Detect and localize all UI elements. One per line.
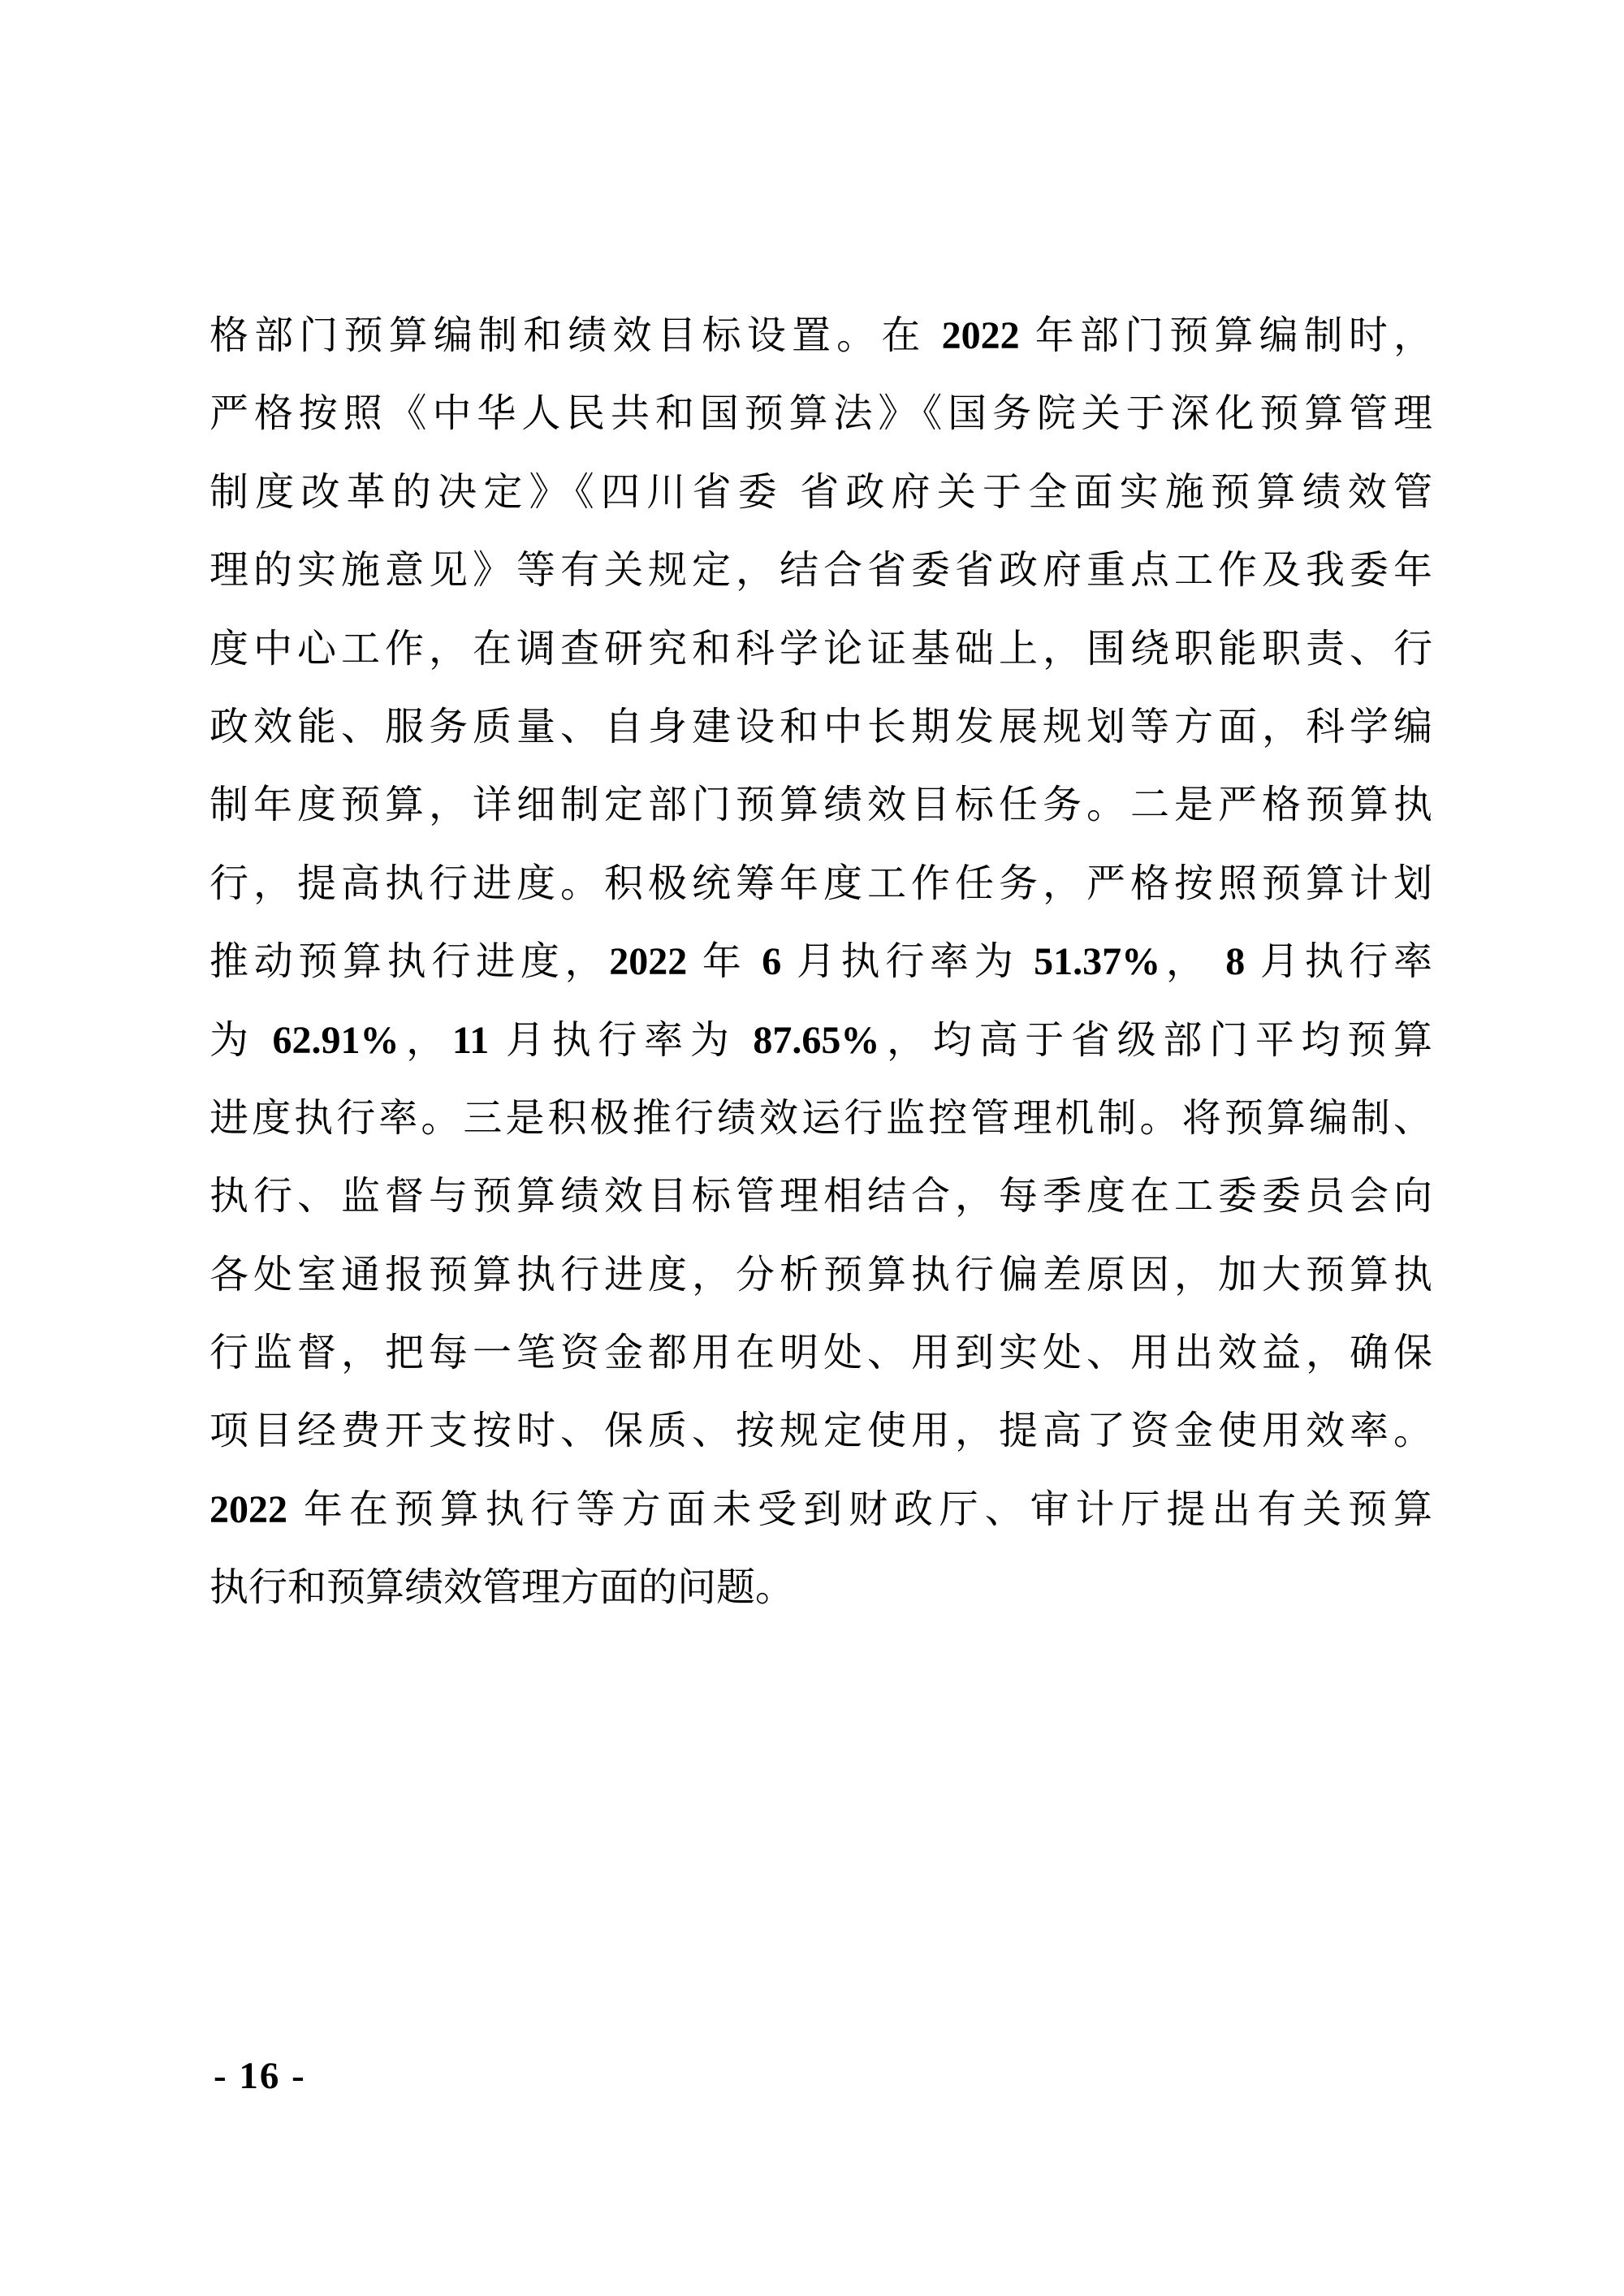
text-segment: 月执行率为 <box>781 940 1034 984</box>
text-segment: 制度改革的决定》《四川省委 省政府关于全面实施预算绩效管 <box>209 470 1432 514</box>
text-line <box>209 454 1432 532</box>
text-segment: 政效能、服务质量、自身建设和中长期发展规划等方面，科学编 <box>209 705 1432 749</box>
bold-number: 11 <box>451 1018 490 1062</box>
text-segment: ， <box>1160 940 1226 984</box>
text-segment: 各处室通报预算执行进度，分析预算执行偏差原因，加大预算执 <box>209 1253 1432 1297</box>
text-segment: 理的实施意见》等有关规定，结合省委省政府重点工作及我委年 <box>209 549 1432 593</box>
text-segment: 严格按照《中华人民共和国预算法》《国务院关于深化预算管理 <box>209 392 1432 436</box>
text-segment: 行，提高执行进度。积极统筹年度工作任务，严格按照预算计划 <box>209 861 1432 905</box>
text-segment: ， <box>399 1018 452 1062</box>
text-line <box>209 1471 1432 1549</box>
text-segment: 推动预算执行进度， <box>209 940 610 984</box>
text-segment: 年 <box>687 940 762 984</box>
text-line <box>209 845 1432 923</box>
text-line <box>209 1158 1432 1236</box>
text-line <box>209 766 1432 844</box>
text-line <box>209 1002 1432 1080</box>
bold-number: 2022 <box>209 1487 287 1531</box>
bold-number: 2022 <box>941 314 1020 357</box>
text-line <box>209 688 1432 766</box>
text-segment: 为 <box>209 1018 273 1062</box>
text-segment: 制年度预算，详细制定部门预算绩效目标任务。二是严格预算执 <box>209 783 1432 827</box>
text-segment: 度中心工作，在调查研究和科学论证基础上，围绕职能职责、行 <box>209 627 1432 671</box>
bold-number: 51.37% <box>1034 940 1161 984</box>
text-line <box>209 375 1432 453</box>
text-line <box>209 1314 1432 1392</box>
text-segment: 行监督，把每一笔资金都用在明处、用到实处、用出效益，确保 <box>209 1331 1432 1375</box>
text-line <box>209 1236 1432 1314</box>
text-segment: 格部门预算编制和绩效目标设置。在 <box>209 314 942 357</box>
bold-number: 2022 <box>609 940 688 984</box>
bold-number: 87.65% <box>753 1018 880 1062</box>
text-line <box>209 532 1432 610</box>
text-segment: 进度执行率。三是积极推行绩效运行监控管理机制。将预算编制、 <box>209 1096 1432 1140</box>
text-line <box>209 297 1432 375</box>
bold-number: 6 <box>762 940 782 984</box>
text-segment: 年在预算执行等方面未受到财政厅、审计厅提出有关预算 <box>287 1487 1432 1531</box>
document-body <box>209 297 1432 1628</box>
text-segment: 月执行率 <box>1245 940 1432 984</box>
text-segment: 月执行率为 <box>489 1018 754 1062</box>
bold-number: 62.91% <box>272 1018 400 1062</box>
text-segment: 项目经费开支按时、保质、按规定使用，提高了资金使用效率。 <box>209 1409 1432 1453</box>
text-line <box>209 1549 1432 1627</box>
text-segment: 年部门预算编制时， <box>1019 314 1432 357</box>
text-line <box>209 611 1432 688</box>
text-segment: ，均高于省级部门平均预算 <box>879 1018 1432 1062</box>
page-number: - 16 - <box>214 2055 306 2097</box>
text-segment: 执行、监督与预算绩效目标管理相结合，每季度在工委委员会向 <box>209 1175 1432 1219</box>
bold-number: 8 <box>1225 940 1246 984</box>
text-line <box>209 1080 1432 1158</box>
text-segment: 执行和预算绩效管理方面的问题。 <box>209 1566 795 1610</box>
text-line <box>209 923 1432 1001</box>
text-line <box>209 1392 1432 1470</box>
